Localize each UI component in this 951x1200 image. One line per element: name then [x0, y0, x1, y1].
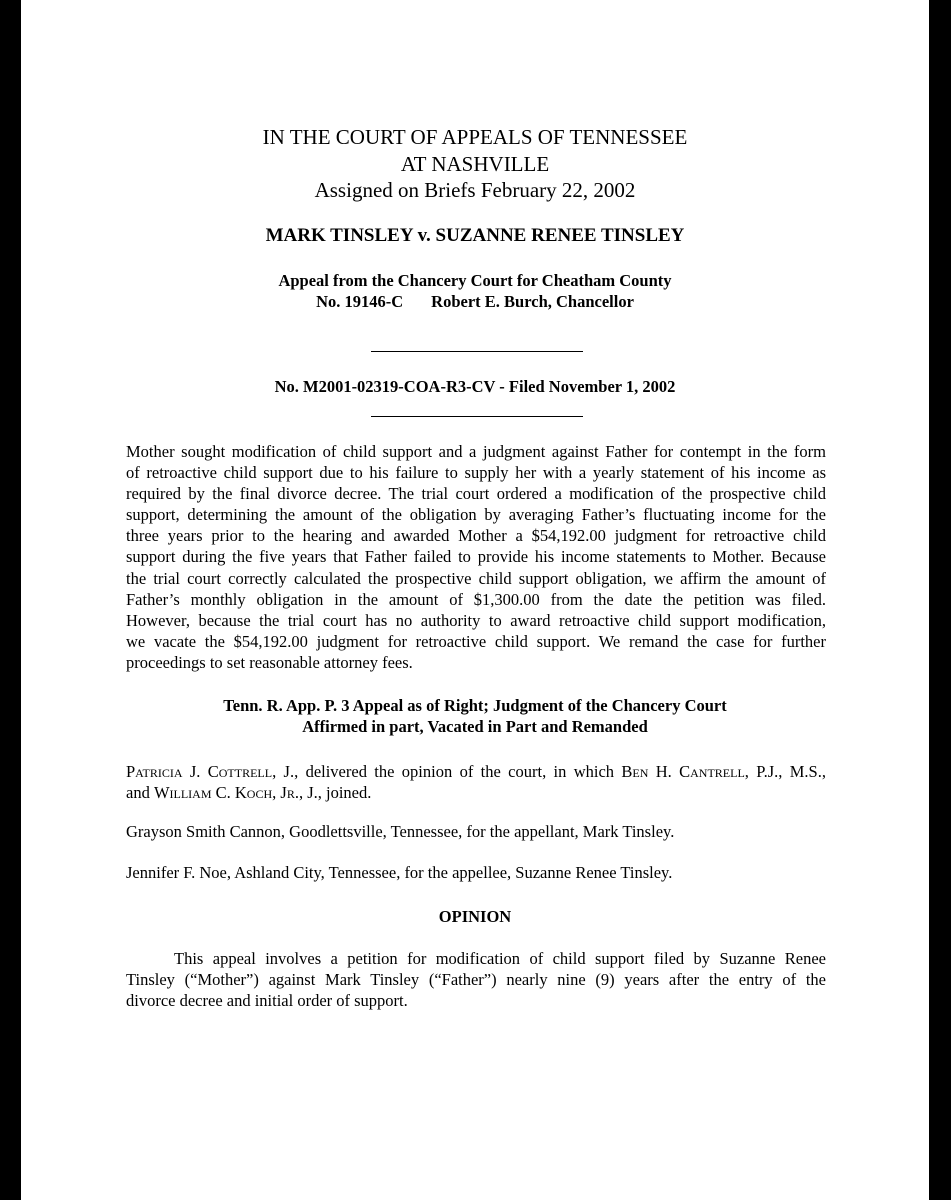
summary-line: support, determining the amount of the obligation by averaging Father’s fluctuating income for the — [126, 505, 826, 525]
summary-line: three years prior to the hearing and awarded Mother a $54,192.00 judgment for retroactive child — [126, 526, 826, 546]
divider-top — [371, 351, 583, 352]
document-page — [21, 0, 929, 1200]
opinion-paragraph — [126, 948, 826, 1011]
divider-bottom — [371, 416, 583, 417]
opinion-authorship — [126, 761, 826, 803]
counsel-appellant: Grayson Smith Cannon, Goodlettsville, Tennessee, for the appellant, Mark Tinsley. — [126, 822, 675, 841]
lower-case-number: No. 19146-C — [316, 292, 404, 311]
case-title: MARK TINSLEY v. SUZANNE RENEE TINSLEY — [265, 225, 685, 246]
counsel-appellee: Jennifer F. Noe, Ashland City, Tennessee, for the appellee, Suzanne Renee Tinsley. — [126, 863, 673, 882]
disposition-line-2: Affirmed in part, Vacated in Part and Remanded — [302, 717, 648, 736]
opinion-line: Tinsley (“Mother”) against Mark Tinsley (“Father”) nearly nine (9) years after the entry of the — [126, 970, 826, 990]
summary-line: of retroactive child support due to his failure to supply her with a yearly statement of his income as — [126, 463, 826, 483]
court-location-line: AT NASHVILLE — [400, 152, 550, 176]
summary-line: we vacate the $54,192.00 judgment for retroactive child support. We remand the case for further — [126, 631, 826, 651]
appeal-origin: Appeal from the Chancery Court for Cheatham County — [278, 271, 672, 290]
docket-number: No. M2001-02319-COA-R3-CV - Filed November 1, 2002 — [274, 377, 676, 396]
summary-line: Father’s monthly obligation in the amount of $1,300.00 from the date the petition was filed. — [126, 589, 826, 609]
opinion-heading: OPINION — [438, 907, 512, 926]
chancellor-name: Robert E. Burch, Chancellor — [431, 292, 634, 311]
author-name: Patricia J. Cottrell — [126, 762, 273, 781]
authorship-line-1 — [126, 761, 826, 782]
court-name-line: IN THE COURT OF APPEALS OF TENNESSEE — [262, 125, 688, 149]
panel-judge-title: , P.J., M.S., — [744, 762, 826, 781]
summary-paragraph — [126, 441, 826, 673]
summary-line: the trial court correctly calculated the prospective child support obligation, we affirm the amount of — [126, 568, 826, 588]
opinion-line: This appeal involves a petition for modification of child support filed by Suzanne Renee — [174, 949, 826, 968]
disposition-line-1: Tenn. R. App. P. 3 Appeal as of Right; Judgment of the Chancery Court — [223, 696, 727, 715]
opinion-line: divorce decree and initial order of support. — [126, 991, 408, 1011]
summary-line: Mother sought modification of child support and a judgment against Father for contempt in the form — [126, 442, 826, 461]
summary-line: required by the final divorce decree. The trial court ordered a modification of the prospective child — [126, 484, 826, 504]
authorship-text: , J., delivered the opinion of the court, in which — [272, 762, 622, 781]
panel-judge-name: Ben H. Cantrell — [621, 762, 745, 781]
assigned-on-briefs: Assigned on Briefs February 22, 2002 — [314, 178, 636, 202]
summary-line: support during the five years that Father failed to provide his income statements to Mother. Because — [126, 547, 826, 567]
summary-line: proceedings to set reasonable attorney fees. — [126, 652, 413, 672]
panel-judge-name: William C. Koch, Jr. — [153, 783, 299, 803]
lower-court-info — [21, 291, 929, 312]
authorship-line-2 — [126, 782, 826, 803]
panel-judge-title: , J., joined. — [298, 783, 372, 803]
authorship-conjunction: and — [126, 783, 154, 803]
summary-line: However, because the trial court has no authority to award retroactive child support modification, — [126, 610, 826, 630]
